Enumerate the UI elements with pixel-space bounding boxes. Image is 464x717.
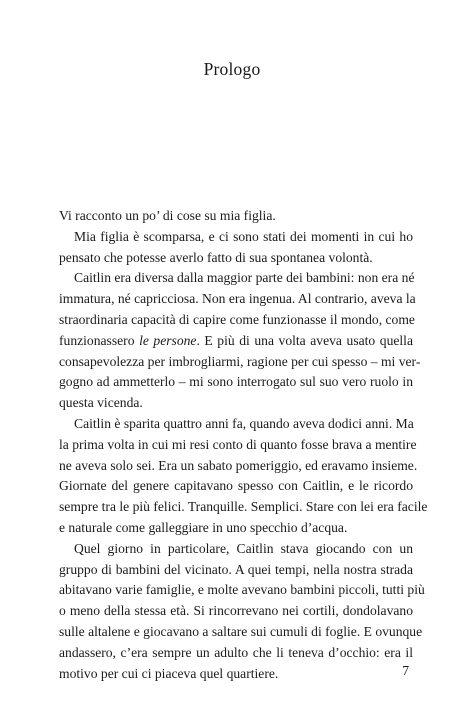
text-line: Vi racconto un po’ di cose su mia figlia. — [59, 208, 276, 223]
text-line: gogno ad ammetterlo – mi sono interrogato sul suo vero ruolo in — [59, 374, 413, 390]
text-line: la prima volta in cui mi resi conto di quanto fosse brava a mentire — [59, 436, 417, 452]
text-line: gruppo di bambini del vicinato. A quei tempi, nella nostra strada — [59, 561, 413, 577]
chapter-title: Prologo — [203, 59, 261, 79]
text-line: pensato che potesse averlo fatto di sua spontanea volontà. — [59, 249, 373, 265]
text-line: ne aveva solo sei. Era un sabato pomeriggio, ed eravamo insieme. — [59, 457, 418, 473]
text-line: motivo per cui ci piaceva quel quartiere. — [59, 665, 279, 681]
chapter-body — [59, 206, 428, 684]
text-fragment: . E più di una volta aveva usato quella — [196, 332, 413, 348]
italic-phrase: le persone — [139, 332, 197, 348]
text-line: o meno della stessa età. Si rincorrevano nei cortili, dondolavano — [59, 603, 413, 619]
text-line: Caitlin era diversa dalla maggior parte dei bambini: non era né — [74, 270, 415, 286]
text-line: immatura, né capricciosa. Non era ingenua. Al contrario, aveva la — [59, 291, 416, 307]
text-line: straordinaria capacità di capire come funzionasse il mondo, come — [59, 311, 415, 327]
text-line-mixed — [59, 331, 413, 352]
text-line: Quel giorno in particolare, Caitlin stava giocando con un — [74, 540, 413, 556]
text-line: sempre tra le più felici. Tranquille. Semplici. Stare con lei era facile — [59, 499, 428, 515]
text-line: e naturale come galleggiare in uno specchio d’acqua. — [59, 519, 348, 535]
text-line: Giornate del genere capitavano spesso con Caitlin, e le ricordo — [59, 478, 413, 494]
text-line: Mia figlia è scomparsa, e ci sono stati dei momenti in cui ho — [74, 228, 413, 244]
text-fragment: funzionassero — [59, 332, 135, 348]
text-line: consapevolezza per imbrogliarmi, ragione per cui spesso – mi ver- — [59, 353, 421, 369]
text-line: sulle altalene e giocavano a saltare sui cumuli di foglie. E ovunque — [59, 623, 423, 639]
page-number: 7 — [402, 663, 409, 678]
text-line: questa vicenda. — [59, 395, 143, 411]
text-line: andassero, c’era sempre un adulto che li teneva d’occhio: era il — [59, 644, 413, 660]
text-line: abitavano varie famiglie, e molte avevano bambini piccoli, tutti più — [59, 582, 425, 598]
text-line: Caitlin è sparita quattro anni fa, quando aveva dodici anni. Ma — [74, 415, 414, 431]
